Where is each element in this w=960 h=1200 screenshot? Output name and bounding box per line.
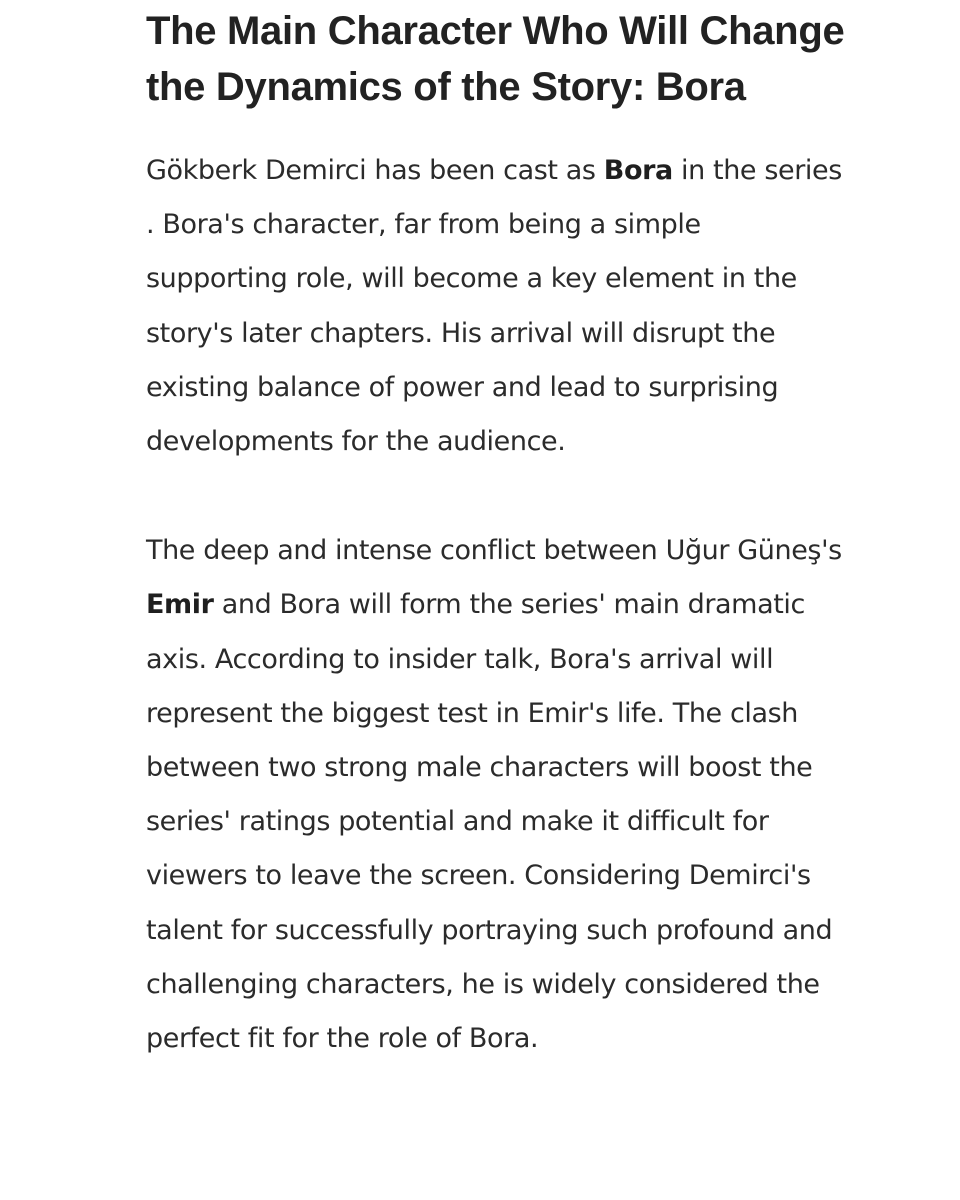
bold-name-emir: Emir — [146, 589, 214, 621]
paragraph-bora-casting — [146, 144, 846, 469]
paragraph-text: Gökberk Demirci has been cast as — [146, 155, 604, 186]
article-title: The Main Character Who Will Change the Dynamics of the Story: Bora — [146, 9, 845, 109]
paragraph-text: The deep and intense conflict between Uğur Güneş's — [146, 535, 842, 567]
paragraph-emir-conflict — [146, 524, 846, 1066]
paragraph-text: in the series . Bora's character, far from being a simple supporting role, will become a key element in the story's later chapters. His arrival will disrupt the existing balance of power and lead to surprising developments for the audience. — [146, 155, 842, 458]
bold-name-bora: Bora — [603, 155, 673, 186]
paragraph-text: and Bora will form the series' main dramatic axis. According to insider talk, Bora's arrival will represent the biggest test in Emir's life. The clash between two strong male characters will boost the series' ratings potential and make it difficult for viewers to leave the screen. Considering Demirci's talent for successfully portraying such profound and challenging characters, he is widely considered the perfect fit for the role of Bora. — [146, 589, 833, 1055]
article — [146, 0, 846, 1066]
